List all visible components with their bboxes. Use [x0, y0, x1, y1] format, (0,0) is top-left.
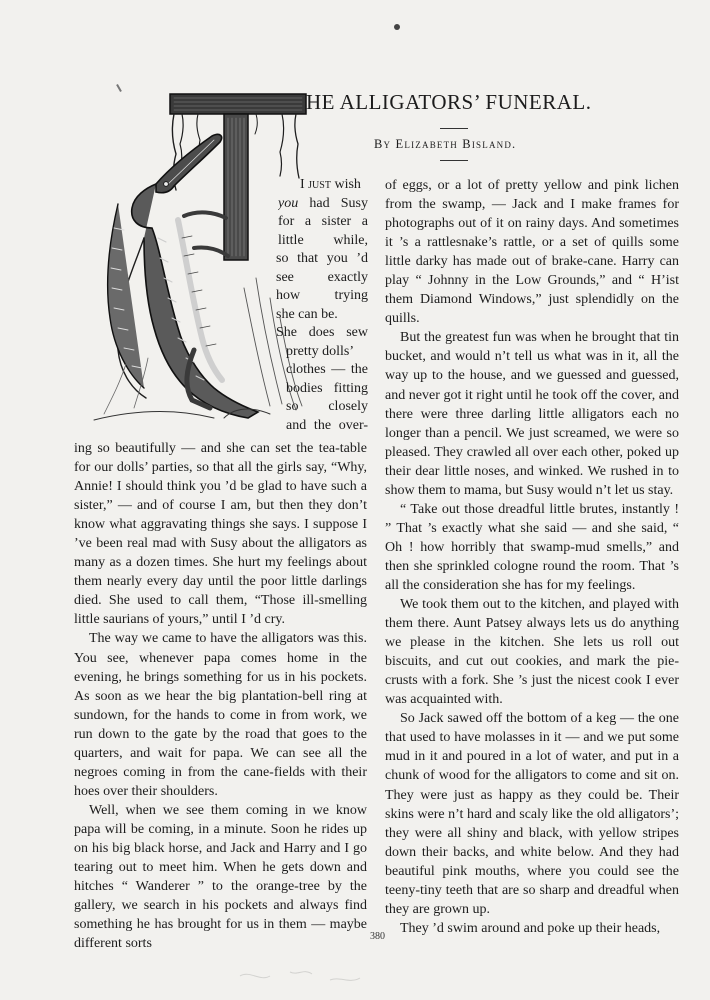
left-column — [74, 439, 367, 953]
right-column — [385, 176, 679, 938]
wrap-line: see exactly — [276, 269, 368, 285]
opening-small-caps: I just — [300, 177, 331, 192]
paragraph: “ Take out those dreadful little brutes, instantly ! ” That ’s exactly what she said — and she said, “ Oh ! how horribly that swamp-mud smells,” and then she sprinkled cologne round the room. That ’s all the consideration she has for my feelings. — [385, 501, 679, 593]
wrap-line: so that you ’d — [276, 251, 368, 266]
paragraph: They ’d swim around and poke up their heads, — [400, 920, 661, 936]
paragraph: ing so beautifully — and she can set the tea-table for our dolls’ parties, so that all the girls say, “Why, Annie! I should think you ’d be glad to have such a sister,” — and of course I am, but then they don’t know what aggravating things she says. I suppose I ’ve been real mad with Susy about the alligators as many as a dozen times. She hurt my feelings about them nearly every day until the poor little darlings died. She used to call them, “Those ill-smelling little saurians of yours,” until I ’d cry. — [74, 441, 367, 628]
emphasis: you — [278, 195, 299, 211]
wrap-line: how trying — [276, 288, 368, 303]
wrap-line: so closely — [286, 399, 368, 414]
wrap-line: clothes — the — [286, 362, 368, 377]
paragraph: The way we came to have the alligators was this. You see, whenever papa comes home in the evening, he brings something for us in his pockets. As soon as we hear the big plantation-bell ring at sundown, for the hands to come in from work, we run down to the gate by the road that goes to the quarters, and wait for papa. We can see all the negroes coming in from the cane-fields with their hoes over their shoulders. — [74, 631, 367, 799]
wrap-line: you had Susy — [278, 195, 368, 211]
wrap-line: She does sew — [276, 325, 368, 340]
ink-dot — [394, 24, 400, 30]
paragraph: of eggs, or a lot of pretty yellow and pink lichen from the swamp, — Jack and I make frames for photographs out of it on rainy days. And sometimes it ’s a rattlesnake’s rattle, or a set of quills some little darky has made out of brake-cane. Harry can play “ Johnny in the Low Grounds,” and “ H’ist them Diamond Windows,” just splendidly on the quills. — [385, 178, 679, 327]
alligator-drop-cap-illustration — [74, 88, 310, 426]
title-rule — [440, 128, 468, 129]
wrap-line: little while, — [278, 232, 368, 248]
wrap-line: bodies fitting — [286, 380, 368, 396]
paragraph: Well, when we see them coming in we know papa will be coming, in a minute. Soon he rides up on his big black horse, and Jack and Harry and I go tearing out to meet him. When he gets down and hitches “ Wanderer ” to the orange-tree by the gallery, we search in his pockets and always find something he has brought for us in them — maybe different sorts — [74, 802, 367, 952]
wrap-line: she can be. — [276, 306, 338, 322]
wrap-line: for a sister a — [278, 214, 368, 229]
wrap-line: I just wish — [300, 177, 361, 192]
bleed-through-smudge — [230, 962, 380, 990]
paragraph: So Jack sawed off the bottom of a keg — the one that used to have molasses in it — and we put some mud in it and poured in a lot of water, and put in a chunk of wood for the alligators to come and sit on. They were just as happy as they could be. Their skins were n’t hard and scaly like the old alligators’; they were all shiny and black, with yellow stripes down their backs, and white below. And they had beautiful pink mouths, where you could see the teeny-tiny teeth that are so sharp and dreadful when they are grown up. — [385, 711, 679, 917]
byline-rule — [440, 160, 468, 161]
paragraph: We took them out to the kitchen, and played with them there. Aunt Patsey always lets us do anything we please in the kitchen. She lets us roll out biscuits, and cut out cookies, and mark the pie-crusts with a fork. She ’s just the nicest cook I ever was acquainted with. — [385, 597, 679, 708]
page-number: 380 — [370, 931, 385, 942]
article-byline: By Elizabeth Bisland. — [374, 137, 517, 151]
article-title: HE ALLIGATORS’ FUNERAL. — [306, 90, 592, 114]
wrap-line: and the over- — [286, 417, 368, 433]
paragraph: But the greatest fun was when he brought that tin bucket, and would n’t tell us what was in it, all the way up to the house, and we guessed and guessed, and never got it right until he took off the cover, and there were three darling little alligators each no longer than a pencil. We just screamed, we were so pleased. They crawled all over each other, poked up their dear little noses, and winked. We rushed in to show them to mama, but Susy would n’t let us stay. — [385, 330, 679, 498]
wrap-line: pretty dolls’ — [286, 343, 355, 359]
